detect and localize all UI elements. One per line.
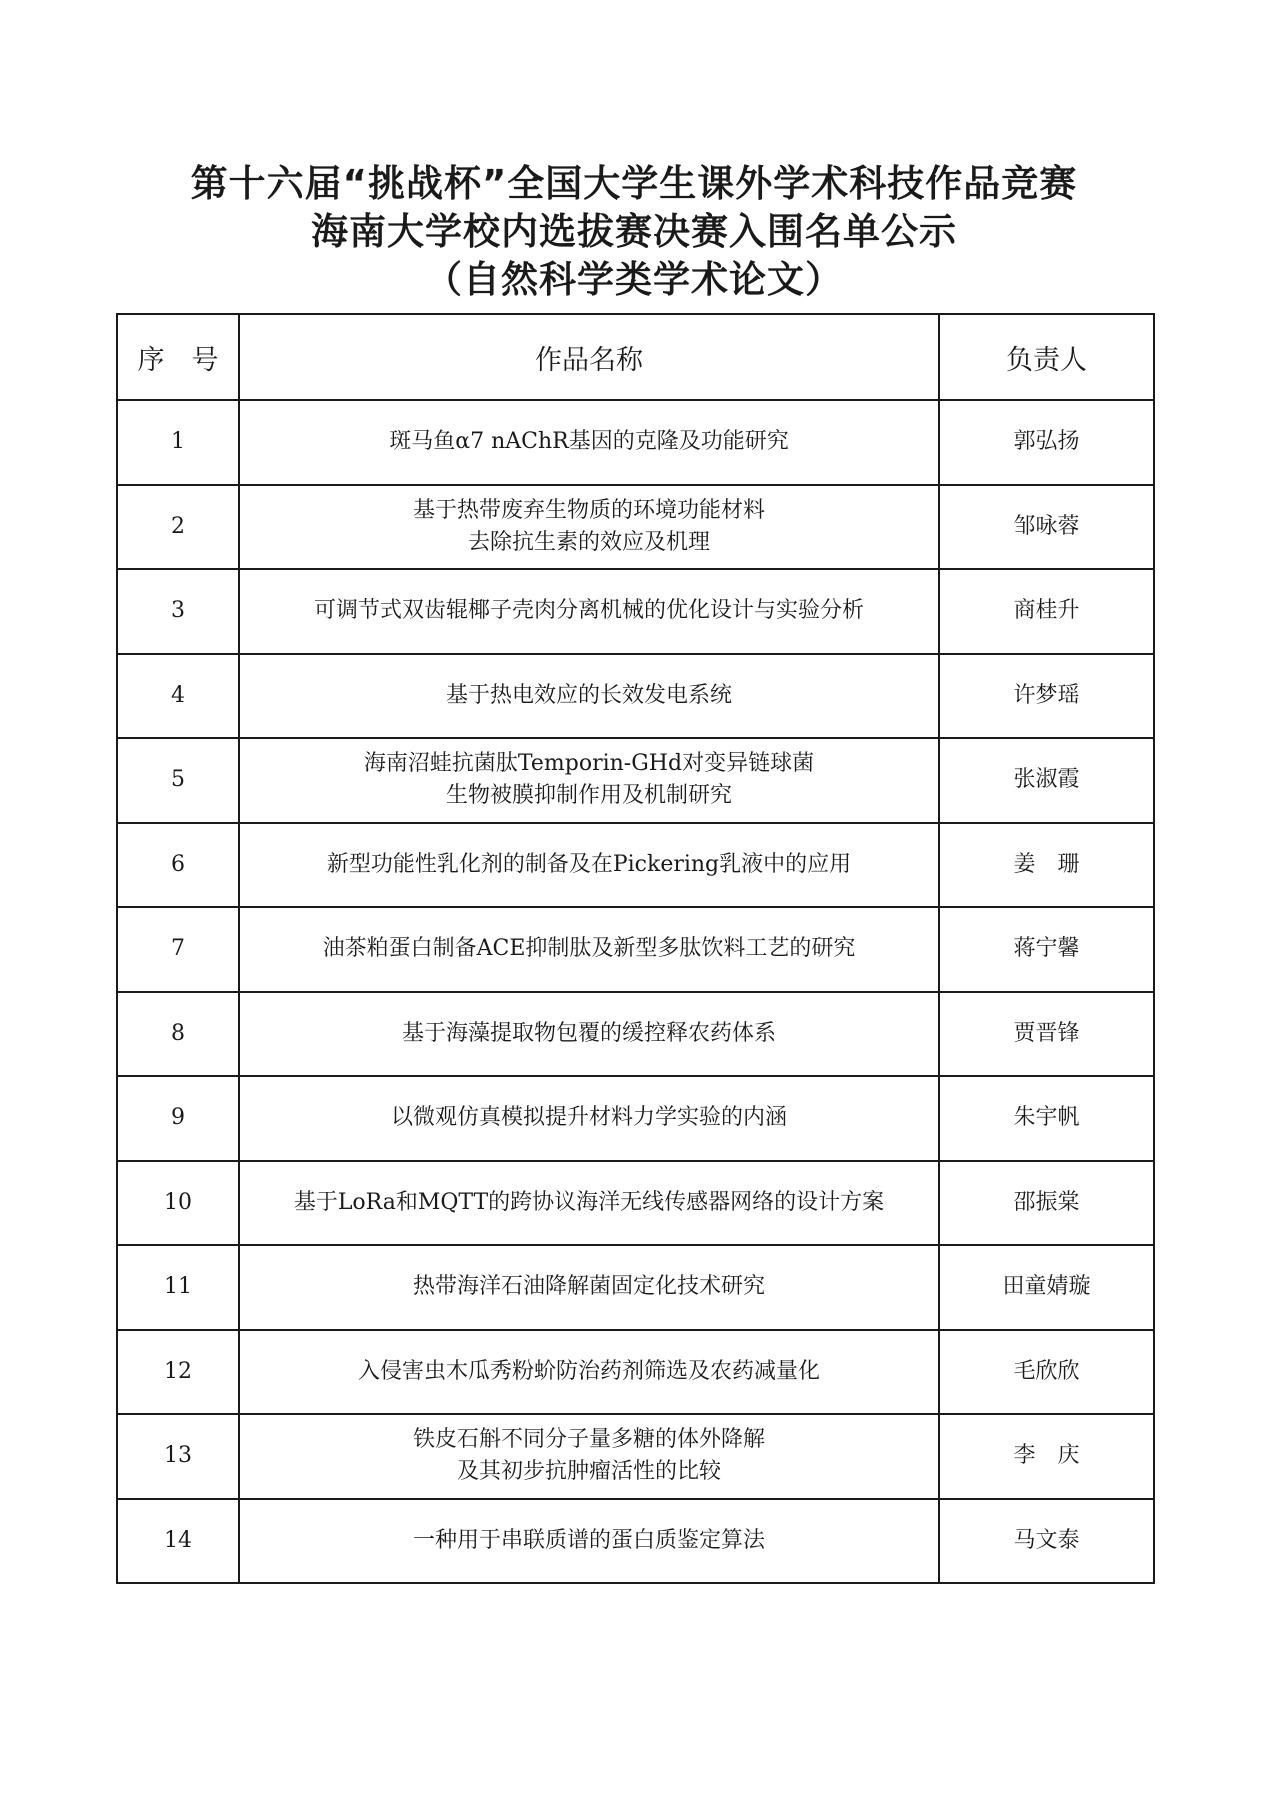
row-number: 8 [117, 992, 239, 1077]
table-row [117, 1330, 1154, 1415]
title-line-1: 第十六届“挑战杯”全国大学生课外学术科技作品竞赛 [190, 162, 1078, 205]
table-row [117, 738, 1154, 823]
work-title-line: 海南沼蛙抗菌肽Temporin-GHd对变异链球菌 [363, 751, 815, 777]
work-title-line: 及其初步抗肿瘤活性的比较 [456, 1459, 721, 1485]
work-title-line: 基于热电效应的长效发电系统 [445, 682, 732, 708]
work-title [239, 1245, 939, 1330]
document-title [0, 160, 1268, 304]
owner-name: 马文泰 [939, 1499, 1154, 1584]
table-row [117, 1161, 1154, 1246]
table-row [117, 907, 1154, 992]
finalist-table [116, 313, 1155, 1584]
row-number: 12 [117, 1330, 239, 1415]
table-row [117, 569, 1154, 654]
work-title [239, 1076, 939, 1161]
column-header-owner: 负责人 [939, 314, 1154, 400]
table-row [117, 485, 1154, 570]
work-title-line: 入侵害虫木瓜秀粉蚧防治药剂筛选及农药减量化 [357, 1358, 820, 1384]
row-number: 4 [117, 654, 239, 739]
row-number: 11 [117, 1245, 239, 1330]
row-number: 3 [117, 569, 239, 654]
table-header-row [117, 314, 1154, 400]
owner-name: 贾晋锋 [939, 992, 1154, 1077]
owner-name: 邹咏蓉 [939, 485, 1154, 570]
work-title [239, 1161, 939, 1246]
owner-name: 郭弘扬 [939, 400, 1154, 485]
work-title [239, 485, 939, 570]
work-title [239, 992, 939, 1077]
owner-name: 田童婧璇 [939, 1245, 1154, 1330]
row-number: 7 [117, 907, 239, 992]
owner-name: 张淑霞 [939, 738, 1154, 823]
work-title [239, 1414, 939, 1499]
title-line-3: （自然科学类学术论文） [425, 258, 843, 301]
owner-name: 毛欣欣 [939, 1330, 1154, 1415]
owner-name: 姜 珊 [939, 823, 1154, 908]
work-title-line: 以微观仿真模拟提升材料力学实验的内涵 [390, 1105, 787, 1131]
title-line-2: 海南大学校内选拔赛决赛入围名单公示 [311, 210, 957, 253]
work-title-line: 基于热带废弃生物质的环境功能材料 [412, 497, 765, 523]
row-number: 5 [117, 738, 239, 823]
table-row [117, 1414, 1154, 1499]
work-title-line: 生物被膜抑制作用及机制研究 [445, 783, 732, 809]
table-row [117, 1245, 1154, 1330]
work-title-line: 可调节式双齿辊椰子壳肉分离机械的优化设计与实验分析 [313, 598, 864, 624]
owner-name: 朱宇帆 [939, 1076, 1154, 1161]
row-number: 2 [117, 485, 239, 570]
work-title [239, 654, 939, 739]
work-title [239, 738, 939, 823]
work-title [239, 400, 939, 485]
work-title-line: 基于海藻提取物包覆的缓控释农药体系 [401, 1020, 776, 1046]
work-title [239, 569, 939, 654]
owner-name: 蒋宁馨 [939, 907, 1154, 992]
work-title-line: 铁皮石斛不同分子量多糖的体外降解 [412, 1427, 765, 1453]
row-number: 10 [117, 1161, 239, 1246]
work-title [239, 1499, 939, 1584]
row-number: 13 [117, 1414, 239, 1499]
work-title-line: 斑马鱼α7 nAChR基因的克隆及功能研究 [389, 429, 789, 455]
table-row [117, 400, 1154, 485]
owner-name: 商桂升 [939, 569, 1154, 654]
owner-name: 许梦瑶 [939, 654, 1154, 739]
owner-name: 邵振棠 [939, 1161, 1154, 1246]
work-title-line: 去除抗生素的效应及机理 [467, 529, 710, 555]
owner-name: 李 庆 [939, 1414, 1154, 1499]
column-header-title: 作品名称 [239, 314, 939, 400]
row-number: 14 [117, 1499, 239, 1584]
work-title-line: 热带海洋石油降解菌固定化技术研究 [412, 1274, 765, 1300]
table-row [117, 654, 1154, 739]
table-row [117, 1076, 1154, 1161]
work-title [239, 823, 939, 908]
work-title-line: 油茶粕蛋白制备ACE抑制肽及新型多肽饮料工艺的研究 [322, 936, 856, 962]
table-row [117, 992, 1154, 1077]
work-title-line: 一种用于串联质谱的蛋白质鉴定算法 [412, 1527, 765, 1553]
work-title-line: 基于LoRa和MQTT的跨协议海洋无线传感器网络的设计方案 [293, 1189, 885, 1215]
work-title [239, 1330, 939, 1415]
column-header-number: 序 号 [117, 314, 239, 400]
row-number: 1 [117, 400, 239, 485]
table-body [117, 400, 1154, 1583]
table-row [117, 823, 1154, 908]
row-number: 9 [117, 1076, 239, 1161]
work-title-line: 新型功能性乳化剂的制备及在Pickering乳液中的应用 [326, 851, 852, 877]
work-title [239, 907, 939, 992]
table-row [117, 1499, 1154, 1584]
row-number: 6 [117, 823, 239, 908]
